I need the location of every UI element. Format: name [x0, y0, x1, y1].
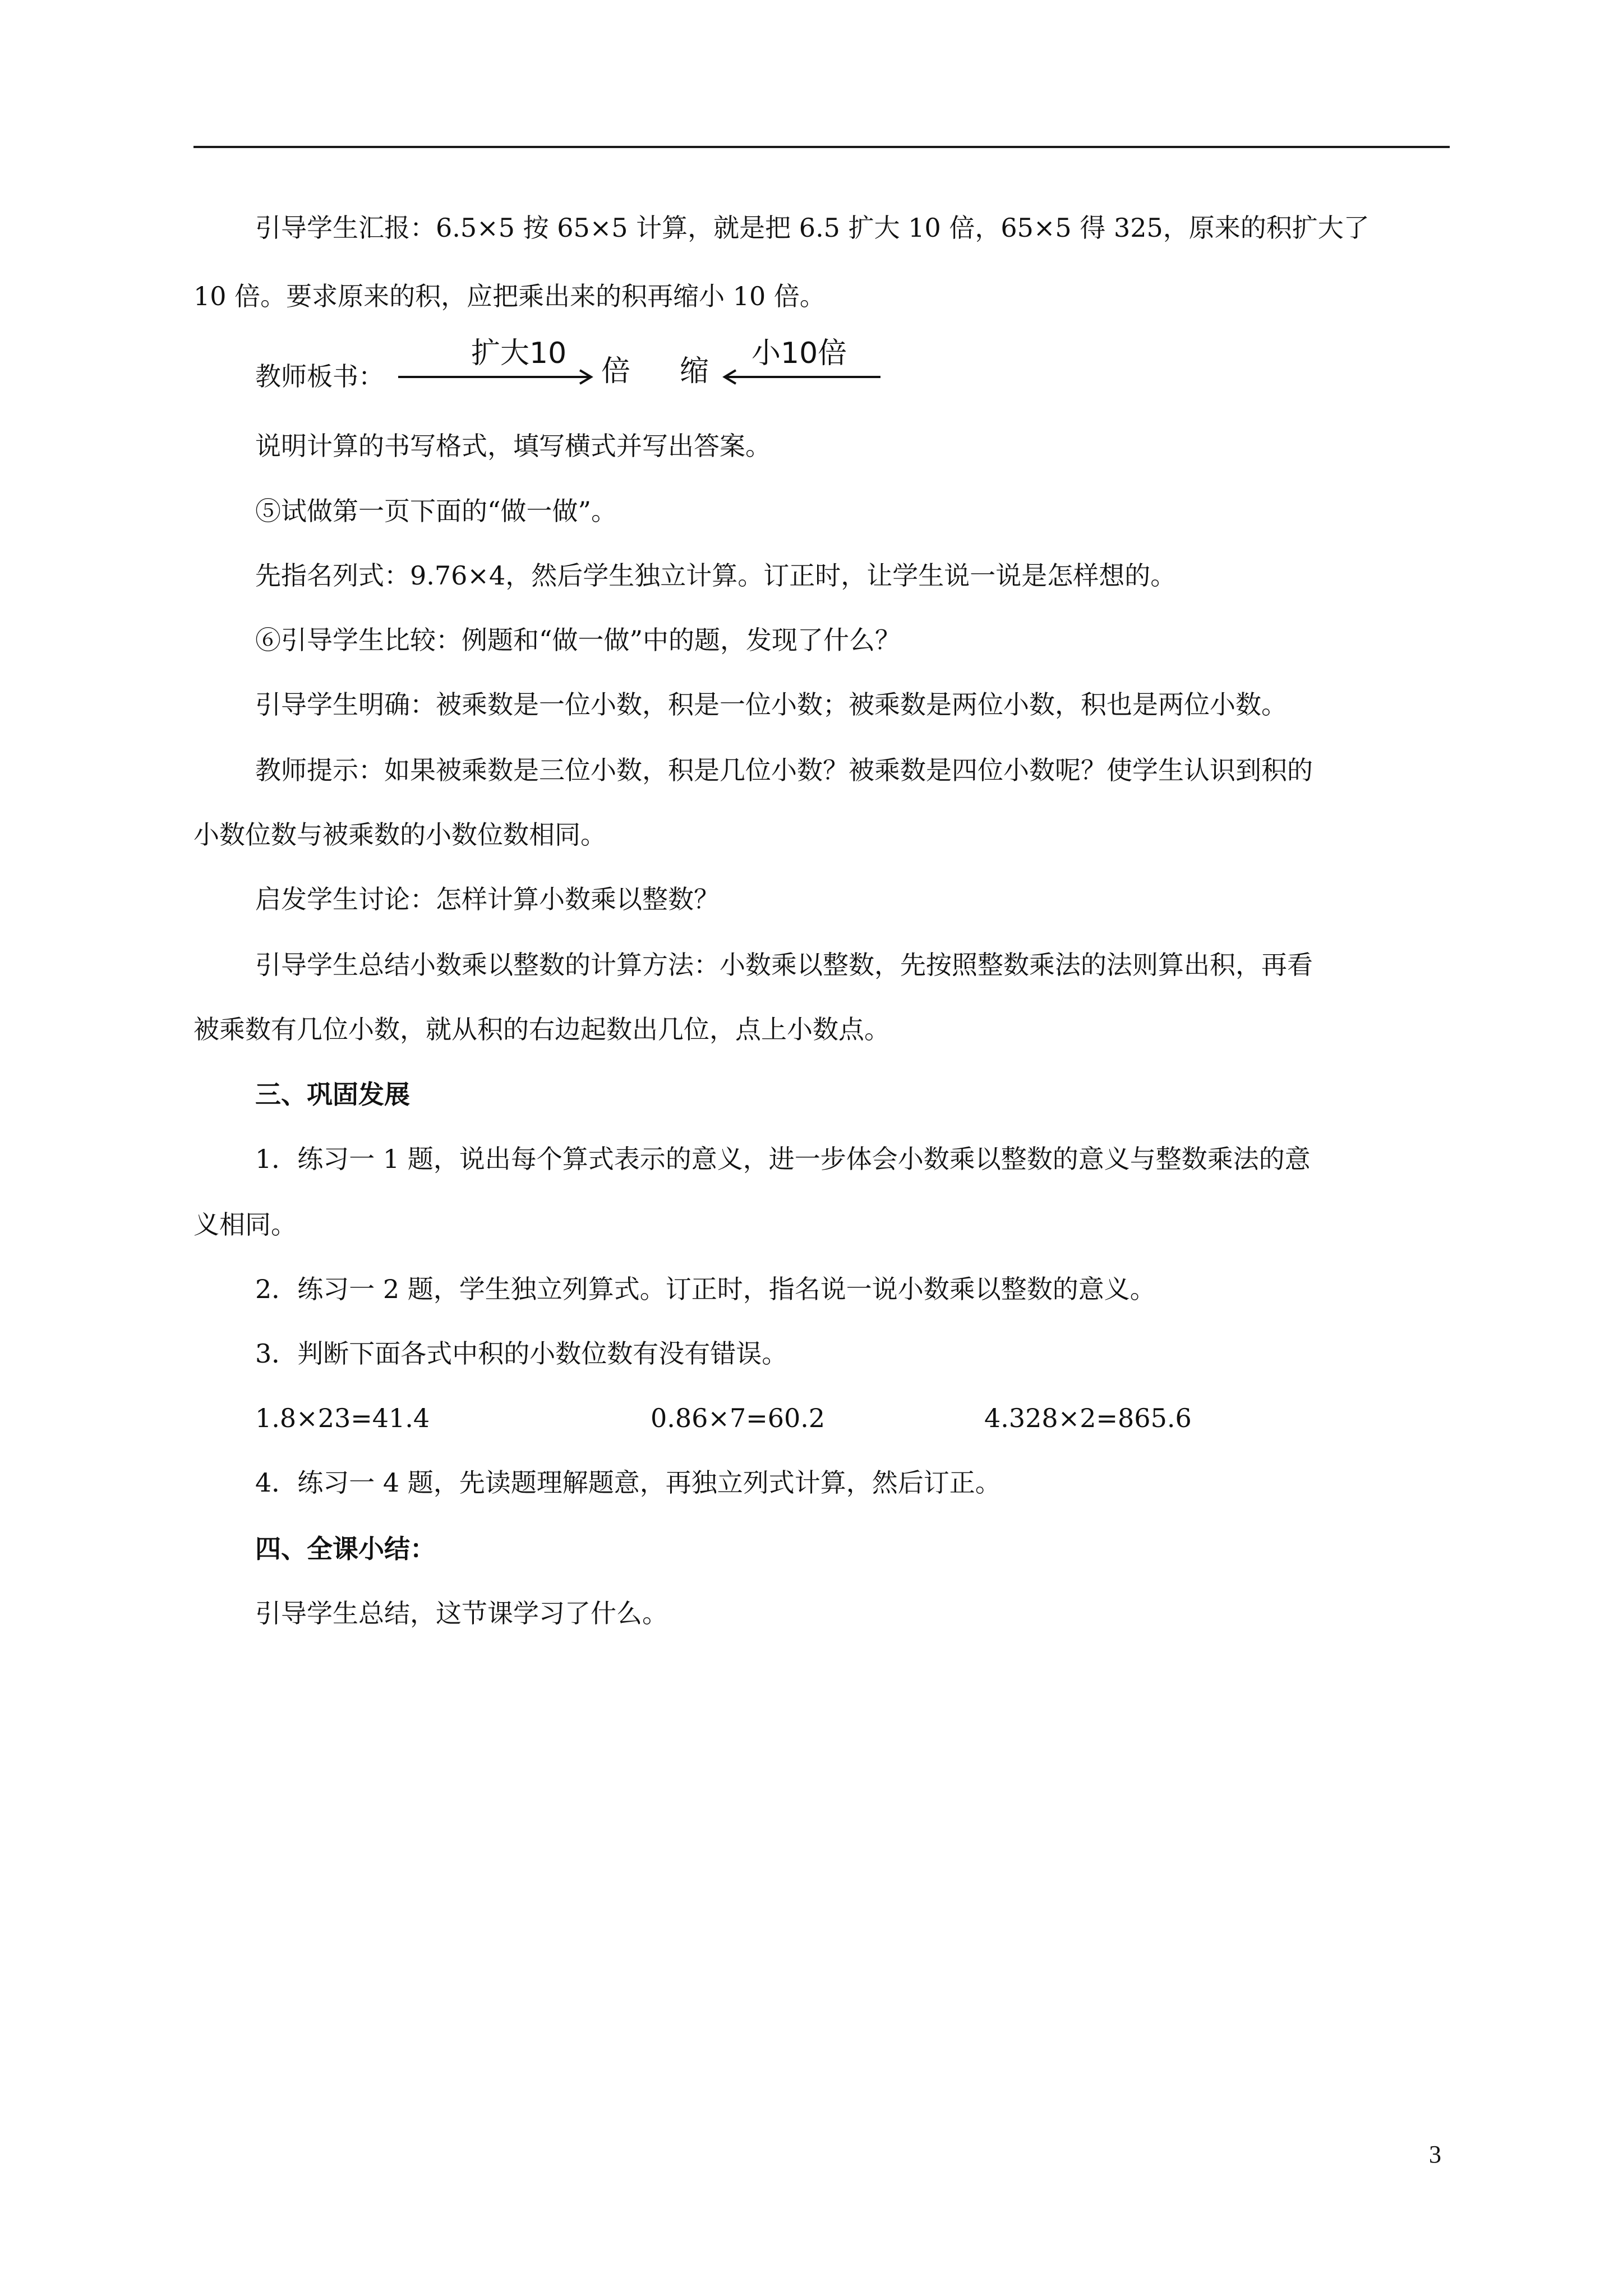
section4-heading: 四、全课小结： [255, 1534, 436, 1564]
paragraph-list-formula: 先指名列式：9.76×4，然后学生独立计算。订正时，让学生说一说是怎样想的。 [255, 560, 1177, 591]
paragraph-clarify: 引导学生明确：被乘数是一位小数，积是一位小数；被乘数是两位小数，积也是两位小数。 [255, 689, 1287, 720]
paragraph-discuss: 启发学生讨论：怎样计算小数乘以整数？ [255, 884, 720, 914]
paragraph-hint-line2: 小数位数与被乘数的小数位数相同。 [193, 820, 606, 850]
exercise-4: 4．练习一 4 题，先读题理解题意，再独立列式计算，然后订正。 [255, 1467, 1001, 1498]
exercise-3: 3．判断下面各式中积的小数位数有没有错误。 [255, 1338, 788, 1369]
section4-text: 引导学生总结，这节课学习了什么。 [255, 1598, 668, 1628]
equation-1: 1.8×23=41.4 [255, 1403, 430, 1433]
equation-2: 0.86×7=60.2 [651, 1403, 826, 1433]
paragraph-report-line1: 引导学生汇报：6.5×5 按 65×5 计算，就是把 6.5 扩大 10 倍，65×5 得 325，原来的积扩大了 [255, 213, 1370, 243]
page-number: 3 [1429, 2141, 1441, 2168]
paragraph-summary-line1: 引导学生总结小数乘以整数的计算方法：小数乘以整数，先按照整数乘法的法则算出积，再看 [255, 950, 1313, 980]
exercise-2: 2．练习一 2 题，学生独立列算式。订正时，指名说一说小数乘以整数的意义。 [255, 1274, 1156, 1304]
paragraph-try: ⑤试做第一页下面的“做一做”。 [255, 496, 617, 526]
board-diagram [393, 337, 897, 401]
paragraph-format: 说明计算的书写格式，填写横式并写出答案。 [255, 431, 771, 461]
exercise-1-line2: 义相同。 [193, 1209, 297, 1240]
board-shrink-text: 缩 [680, 355, 709, 388]
board-shrink-amount-text: 小10倍 [751, 337, 847, 370]
equation-3: 4.328×2=865.6 [984, 1403, 1192, 1433]
board-label: 教师板书： [255, 361, 384, 392]
section3-heading: 三、巩固发展 [255, 1079, 410, 1110]
paragraph-report-line2: 10 倍。要求原来的积，应把乘出来的积再缩小 10 倍。 [193, 281, 826, 311]
paragraph-compare: ⑥引导学生比较：例题和“做一做”中的题，发现了什么？ [255, 625, 901, 655]
header-rule [193, 146, 1450, 148]
exercise-1-line1: 1．练习一 1 题，说出每个算式表示的意义，进一步体会小数乘以整数的意义与整数乘法的意 [255, 1144, 1311, 1174]
paragraph-summary-line2: 被乘数有几位小数，就从积的右边起数出几位，点上小数点。 [193, 1014, 890, 1045]
paragraph-hint-line1: 教师提示：如果被乘数是三位小数，积是几位小数？被乘数是四位小数呢？使学生认识到积的 [255, 755, 1313, 785]
board-expand-text: 扩大10 [471, 337, 567, 370]
board-times-text: 倍 [601, 355, 631, 388]
